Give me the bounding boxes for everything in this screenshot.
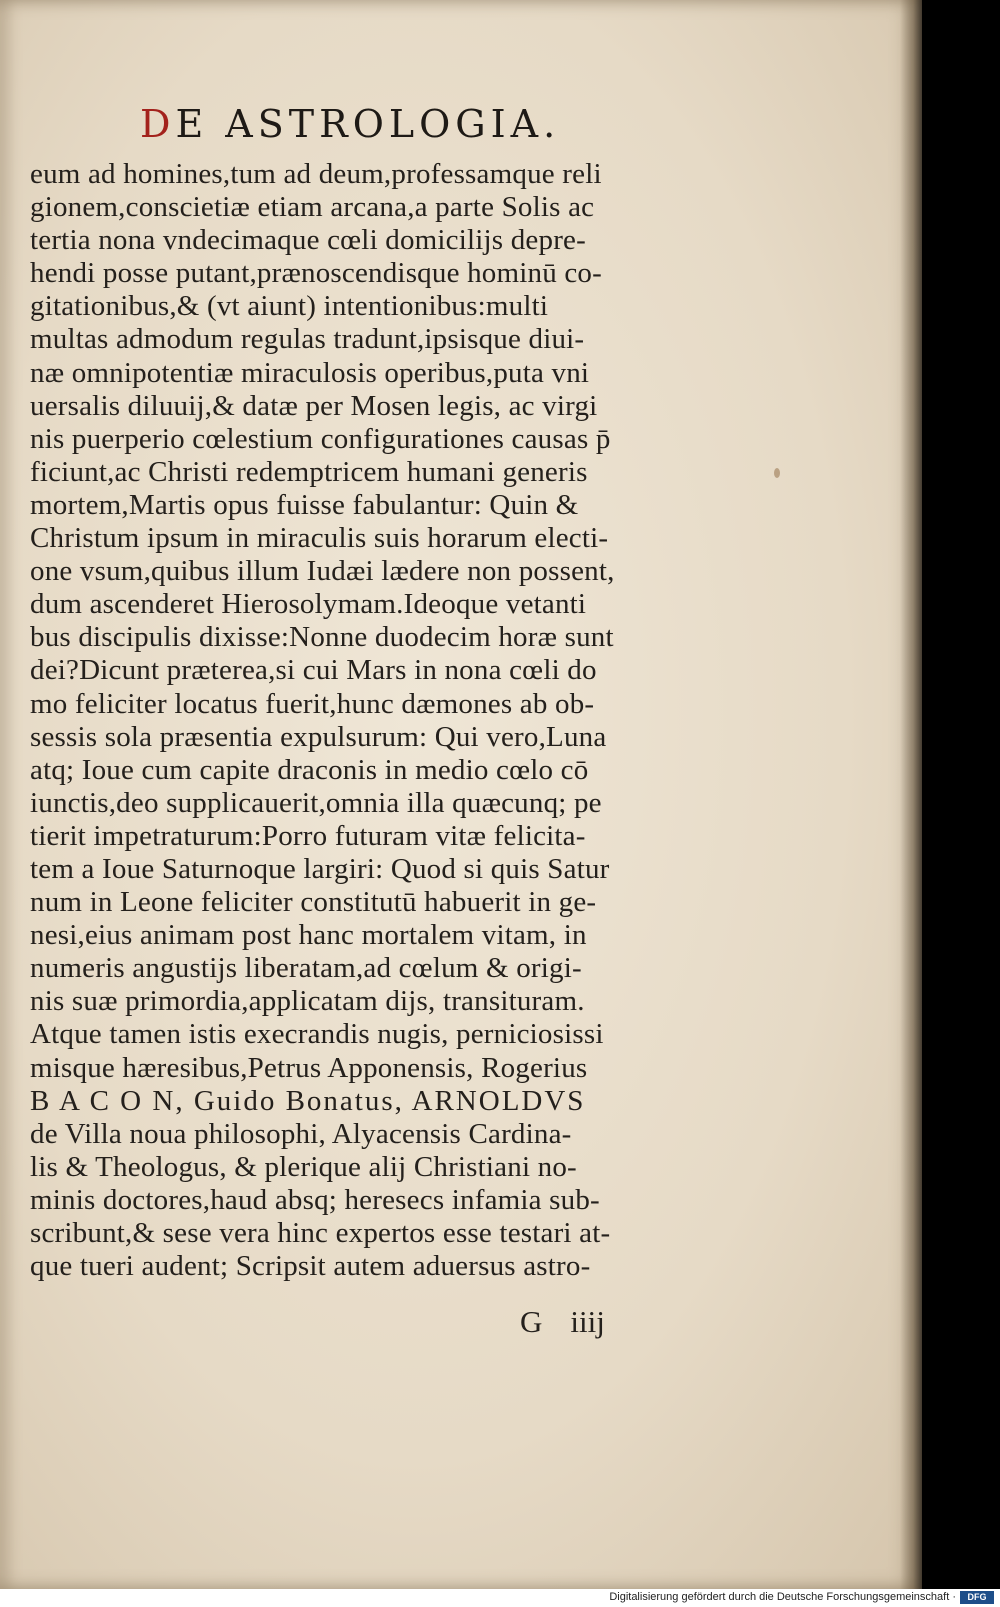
text-line: sessis sola præsentia expulsurum: Qui vero,Luna (30, 720, 607, 753)
text-line: atq; Ioue cum capite draconis in medio cœlo cō (30, 753, 589, 786)
text-line: one vsum,quibus illum Iudæi lædere non possent, (30, 555, 615, 588)
text-line: mortem,Martis opus fuisse fabulantur: Quin & (30, 488, 579, 521)
text-line: nis puerperio cœlestium configurationes causas p̄ (30, 422, 611, 455)
paper-stain (774, 468, 780, 478)
text-line: nesi,eius animam post hanc mortalem vitam, in (30, 919, 587, 952)
text-line: nis suæ primordia,applicatam dijs, transituram. (30, 985, 585, 1018)
signature-letter: G (520, 1304, 543, 1339)
text-line: gionem,conscietiæ etiam arcana,a parte Solis ac (30, 191, 595, 224)
text-line: de Villa noua philosophi, Alyacensis Cardina- (30, 1117, 572, 1150)
text-line: multas admodum regulas tradunt,ipsisque diui- (30, 323, 585, 356)
text-line: iunctis,deo supplicauerit,omnia illa quæcunq; pe (30, 786, 602, 819)
text-line: Christum ipsum in miraculis suis horarum electi- (30, 522, 609, 555)
text-line: lis & Theologus, & plerique alij Christiani no- (30, 1150, 577, 1183)
text-line: bus discipulis dixisse:Nonne duodecim horæ sunt (30, 621, 614, 654)
text-line: uersalis diluuij,& datæ per Mosen legis, ac virgi (30, 389, 598, 422)
text-line: minis doctores,haud absq; heresecs infamia sub- (30, 1183, 600, 1216)
digitization-footer (0, 1589, 1000, 1607)
text-line: misque hæresibus,Petrus Apponensis, Rogerius (30, 1051, 588, 1084)
text-line: eum ad homines,tum ad deum,professamque reli (30, 158, 602, 190)
text-line: numeris angustijs liberatam,ad cœlum & origi- (30, 952, 582, 985)
text-line: tierit impetraturum:Porro futuram vitæ felicita- (30, 819, 586, 852)
footer-credit: Digitalisierung gefördert durch die Deutsche Forschungsgemeinschaft · (609, 1591, 956, 1603)
text-line: hendi posse putant,prænoscendisque hominū co- (30, 257, 602, 290)
running-head-initial: D (140, 102, 176, 146)
text-line: Atque tamen istis execrandis nugis, perniciosissi (30, 1018, 604, 1051)
page-gutter-shadow (900, 0, 922, 1589)
text-line: gitationibus,& (vt aiunt) intentionibus:multi (30, 290, 549, 323)
running-head (140, 102, 560, 146)
text-line: næ omnipotentiæ miraculosis operibus,puta vni (30, 356, 590, 389)
text-line: mo feliciter locatus fuerit,hunc dæmones ab ob- (30, 687, 595, 720)
text-line: que tueri audent; Scripsit autem aduersus astro- (30, 1250, 591, 1283)
running-head-text: E ASTROLOGIA. (175, 102, 561, 146)
text-block (30, 158, 710, 1283)
text-line: ficiunt,ac Christi redemptricem humani generis (30, 455, 588, 488)
dfg-logo-icon: DFG (960, 1591, 994, 1604)
text-line: B A C O N, Guido Bonatus, ARNOLDVS (30, 1084, 586, 1117)
text-line: tertia nona vndecimaque cœli domicilijs depre- (30, 224, 586, 257)
signature-number: iiij (570, 1304, 605, 1339)
text-line: num in Leone feliciter constitutū habuerit in ge- (30, 886, 597, 919)
text-line: scribunt,& sese vera hinc expertos esse testari at- (30, 1217, 611, 1249)
text-line: tem a Ioue Saturnoque largiri: Quod si quis Satur (30, 852, 610, 885)
signature-mark (520, 1304, 605, 1340)
text-line: dum ascenderet Hierosolymam.Ideoque vetanti (30, 588, 587, 621)
text-line: dei?Dicunt præterea,si cui Mars in nona cœli do (30, 654, 597, 687)
